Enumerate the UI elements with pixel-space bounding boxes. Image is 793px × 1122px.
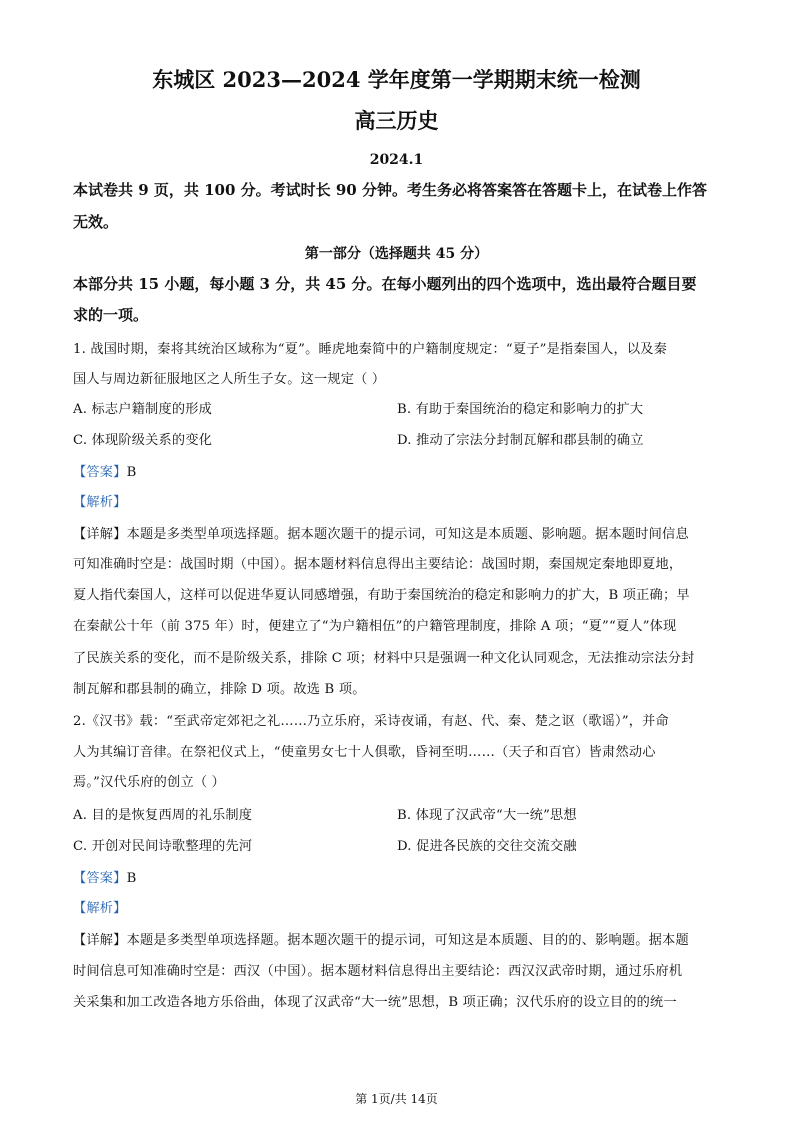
q1-detail-line-6: 制瓦解和郡县制的确立，排除 D 项。故选 B 项。 [73,682,366,697]
q1-detail-line-2: 可知准确时空是：战国时期（中国）。据本题材料信息得出主要结论：战国时期，秦国规定秦地即夏地， [73,557,683,572]
part1-heading: 第一部分（选择题共 45 分） [304,246,489,262]
document-title: 东城区 2023—2024 学年度第一学期期末统一检测 [152,67,641,92]
q1-detail-line-3: 夏人指代秦国人，这样可以促进华夏认同感增强，有助于秦国统治的稳定和影响力的扩大，B 项正确；早 [73,588,690,603]
q1-detail-line-5: 了民族关系的变化，而不是阶级关系，排除 C 项；材料中只是强调一种文化认同观念，无法推动宗法分封 [73,651,695,666]
q2-stem-line-3: 焉。”汉代乐府的创立（ ） [73,775,225,790]
page-number: 第 1页/共 14页 [355,1092,438,1106]
document-subtitle: 高三历史 [354,108,439,133]
q2-analysis-tag [73,897,127,916]
q1-option-c: C. 体现阶级关系的变化 [73,433,213,448]
q1-analysis-label: 【解析】 [73,495,127,510]
intro-line-2: 无效。 [73,213,119,231]
q2-detail-tag: 【详解】 [73,933,127,948]
q2-answer-value: B [126,871,137,886]
q2-option-b: B. 体现了汉武帝“大一统”思想 [397,808,577,823]
q2-answer-tag: 【答案】 [73,871,127,886]
part1-instructions-1: 本部分共 15 小题，每小题 3 分，共 45 分。在每小题列出的四个选项中，选出最符合题目要 [73,275,697,293]
q2-detail-line-3: 关采集和加工改造各地方乐俗曲，体现了汉武帝“大一统”思想，B 项正确；汉代乐府的设立目的的统一 [73,995,677,1010]
q2-option-c: C. 开创对民间诗歌整理的先河 [73,839,253,854]
q2-option-d: D. 促进各民族的交往交流交融 [397,839,577,854]
q1-option-b: B. 有助于秦国统治的稳定和影响力的扩大 [397,402,644,417]
q2-detail-line-1 [73,929,689,948]
q1-detail-line-1 [73,523,689,542]
q1-answer [73,461,136,480]
q2-detail-line-2: 时间信息可知准确时空是：西汉（中国）。据本题材料信息得出主要结论：西汉汉武帝时期，通过乐府机 [73,964,683,979]
q1-detail-tag: 【详解】 [73,527,127,542]
q2-detail-text-1: 本题是多类型单项选择题。据本题次题干的提示词，可知这是本质题、目的的、影响题。据本题 [126,933,689,948]
intro-line-1: 本试卷共 9 页，共 100 分。考试时长 90 分钟。考生务必将答案答在答题卡上，在试卷上作答 [73,181,707,199]
q2-option-a: A. 目的是恢复西周的礼乐制度 [73,808,253,823]
exam-date: 2024.1 [369,152,424,168]
q1-stem-line-1: 1. 战国时期，秦将其统治区域称为“夏”。睡虎地秦简中的户籍制度规定：“夏子”是指秦国人，以及秦 [73,342,668,357]
q1-detail-text-1: 本题是多类型单项选择题。据本题次题干的提示词，可知这是本质题、影响题。据本题时间信息 [126,527,689,542]
q1-detail-line-4: 在秦献公十年（前 375 年）时，便建立了“为户籍相伍”的户籍管理制度，排除 A 项；“夏”“夏人”体现 [73,619,677,634]
q1-stem-line-2: 国人与周边新征服地区之人所生子女。这一规定（ ） [73,372,386,387]
q2-stem-line-2: 人为其编订音律。在祭祀仪式上，“使童男女七十人俱歌，昏祠至明……（天子和百官）皆肃然动心 [73,745,656,760]
q2-analysis-label: 【解析】 [73,901,127,916]
q1-option-a: A. 标志户籍制度的形成 [73,402,212,417]
q1-answer-tag: 【答案】 [73,465,127,480]
q2-answer [73,867,136,886]
q1-analysis-tag [73,491,127,510]
q1-answer-value: B [126,465,137,480]
q1-option-d: D. 推动了宗法分封制瓦解和郡县制的确立 [397,433,644,448]
part1-instructions-2: 求的一项。 [73,306,149,324]
q2-stem-line-1: 2.《汉书》载：“至武帝定郊祀之礼……乃立乐府，采诗夜诵，有赵、代、秦、楚之讴（歌谣）”，并命 [73,714,669,729]
